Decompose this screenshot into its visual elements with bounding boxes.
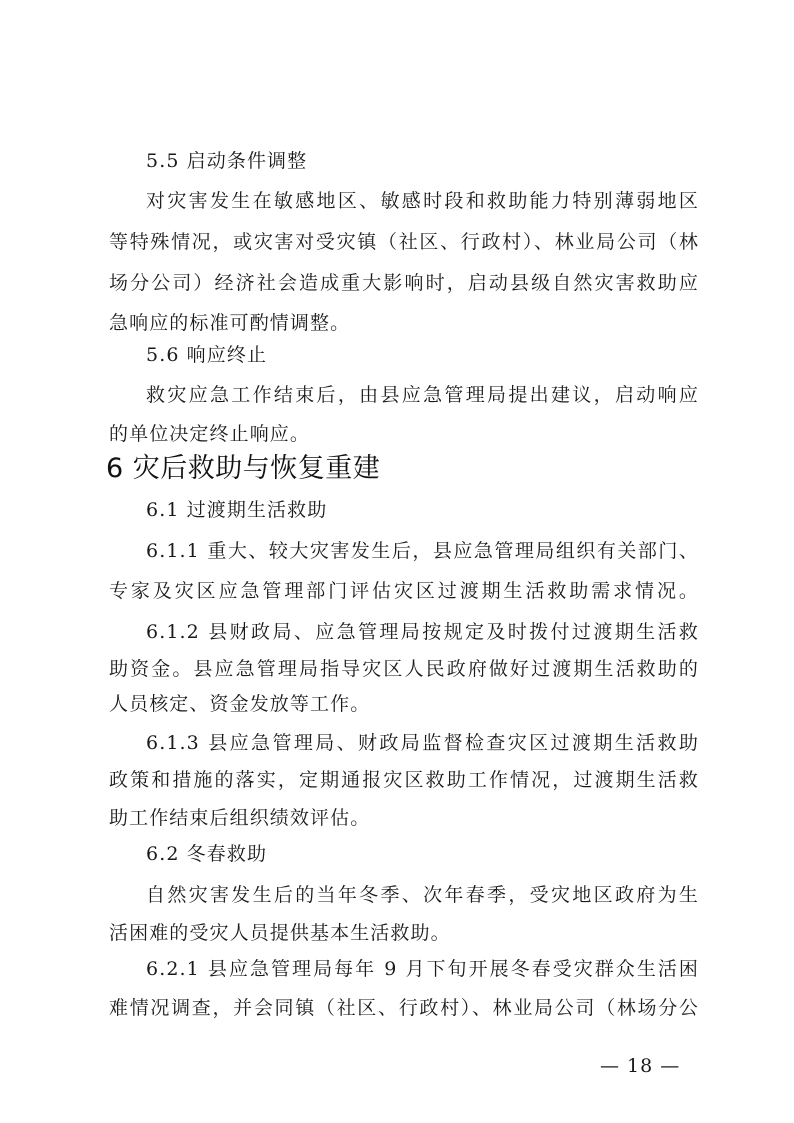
section-6-2-heading: 6.2 冬春救助 (146, 843, 268, 865)
page-number: — 18 — (600, 1055, 681, 1077)
paragraph-line: 6.1.3 县应急管理局、财政局监督检查灾区过渡期生活救助 (146, 732, 699, 754)
paragraph-line: 活困难的受灾人员提供基本生活救助。 (109, 922, 451, 944)
paragraph-line: 救灾应急工作结束后，由县应急管理局提出建议，启动响应 (146, 384, 699, 406)
paragraph-line: 的单位决定终止响应。 (109, 423, 311, 445)
paragraph-line: 人员核定、资金发放等工作。 (109, 693, 371, 715)
paragraph-line: 专家及灾区应急管理部门评估灾区过渡期生活救助需求情况。 (109, 580, 699, 602)
paragraph-line: 助资金。县应急管理局指导灾区人民政府做好过渡期生活救助的 (109, 658, 699, 680)
section-5-5-heading: 5.5 启动条件调整 (146, 150, 308, 172)
paragraph-line: 自然灾害发生后的当年冬季、次年春季，受灾地区政府为生 (146, 884, 699, 906)
section-6-1-heading: 6.1 过渡期生活救助 (146, 499, 328, 521)
paragraph-line: 急响应的标准可酌情调整。 (109, 312, 351, 334)
paragraph-line: 6.2.1 县应急管理局每年 9 月下旬开展冬春受灾群众生活困 (146, 958, 699, 980)
paragraph-line: 等特殊情况，或灾害对受灾镇（社区、行政村）、林业局公司（林 (109, 231, 699, 253)
paragraph-line: 6.1.1 重大、较大灾害发生后，县应急管理局组织有关部门、 (146, 540, 699, 562)
paragraph-line: 难情况调查，并会同镇（社区、行政村）、林业局公司（林场分公 (109, 997, 699, 1019)
paragraph-line: 助工作结束后组织绩效评估。 (109, 807, 371, 829)
paragraph-line: 政策和措施的落实，定期通报灾区救助工作情况，过渡期生活救 (109, 769, 699, 791)
paragraph-line: 场分公司）经济社会造成重大影响时，启动县级自然灾害救助应 (109, 272, 699, 294)
chapter-6-title: 6 灾后救助与恢复重建 (106, 453, 381, 484)
section-5-6-heading: 5.6 响应终止 (146, 344, 268, 366)
paragraph-line: 6.1.2 县财政局、应急管理局按规定及时拨付过渡期生活救 (146, 621, 699, 643)
paragraph-line: 对灾害发生在敏感地区、敏感时段和救助能力特别薄弱地区 (146, 190, 699, 212)
